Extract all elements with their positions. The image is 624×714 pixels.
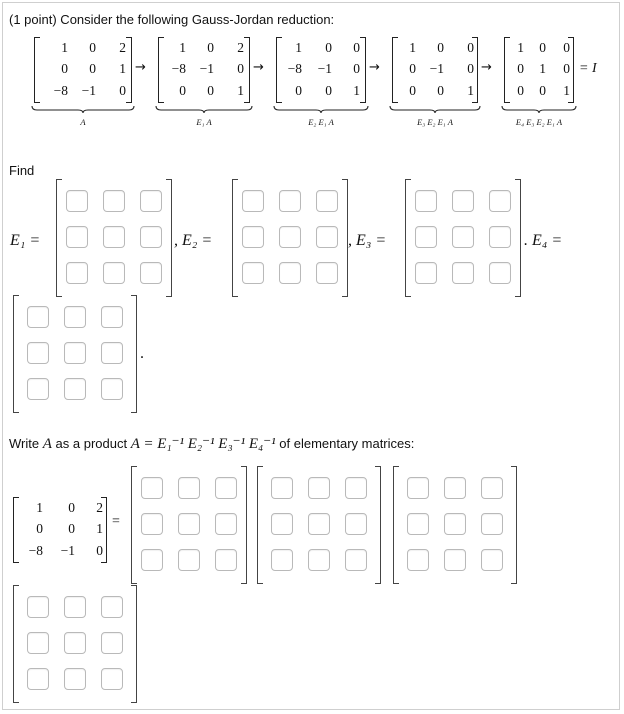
matrix-entry: 1 [96,521,103,536]
answer-input[interactable] [64,378,86,400]
answer-input[interactable] [178,477,200,499]
underbrace [389,105,481,114]
arrow-icon: → [135,60,146,75]
answer-input[interactable] [444,477,466,499]
find-label: Find [9,163,35,178]
answer-input[interactable] [103,226,125,248]
step-label: E₂ E₁ A [308,117,334,127]
matrix-entry: −8 [28,543,43,558]
matrix-entry: 0 [517,83,524,98]
matrix-entry: 1 [467,83,474,98]
matrix-entry: 0 [325,40,332,55]
answer-input[interactable] [452,262,474,284]
e4-period: . [140,345,144,362]
underbrace [155,105,253,114]
matrix-entry: 2 [96,500,103,515]
left-bracket [13,585,19,703]
e3-label: , E₃ = [348,232,387,249]
answer-input[interactable] [103,190,125,212]
answer-input[interactable] [481,477,503,499]
matrix-entry: 1 [119,61,126,76]
answer-input[interactable] [140,262,162,284]
answer-input[interactable] [27,306,49,328]
matrix-entry: 0 [437,40,444,55]
matrix-entry: −8 [53,83,68,98]
underbrace [273,105,369,114]
answer-input[interactable] [141,513,163,535]
matrix-entry: 0 [61,61,68,76]
inverse4-input-grid [13,585,137,703]
answer-input[interactable] [271,477,293,499]
matrix-entry: 0 [207,40,214,55]
answer-input[interactable] [242,262,264,284]
step-label: E₄ E₃ E₂ E₁ A [515,117,563,127]
right-bracket [166,179,172,297]
matrix-entry: 2 [237,40,244,55]
e4-input-grid [13,295,137,413]
right-bracket [375,466,381,584]
matrix-entry: −1 [81,83,96,98]
left-bracket [257,466,263,584]
answer-input[interactable] [64,668,86,690]
matrix-a [13,497,107,563]
matrix-entry: 1 [563,83,570,98]
answer-input[interactable] [452,190,474,212]
answer-input[interactable] [407,513,429,535]
e3-input-grid [405,179,521,297]
answer-input[interactable] [140,190,162,212]
answer-input[interactable] [316,262,338,284]
matrix-entry: 1 [409,40,416,55]
answer-input[interactable] [316,190,338,212]
answer-input[interactable] [101,632,123,654]
answer-input[interactable] [308,513,330,535]
inverse2-input-grid [257,466,381,584]
matrix-entry: 1 [237,83,244,98]
matrix-entry: 0 [325,83,332,98]
answer-input[interactable] [66,262,88,284]
answer-input[interactable] [444,549,466,571]
matrix-entry: 0 [539,83,546,98]
matrix-entry: 0 [409,61,416,76]
matrix-entry: −8 [287,61,302,76]
matrix-entry: 0 [36,521,43,536]
answer-input[interactable] [308,477,330,499]
product-equation: A = E₁⁻¹ E₂⁻¹ E₃⁻¹ E₄⁻¹ [130,436,276,452]
answer-input[interactable] [101,306,123,328]
answer-input[interactable] [101,342,123,364]
matrix-entry: 0 [89,40,96,55]
identity-result: = I [579,61,597,76]
e1-input-grid [56,179,172,297]
product-sentence [9,434,414,453]
answer-input[interactable] [242,226,264,248]
answer-input[interactable] [279,262,301,284]
answer-input[interactable] [489,226,511,248]
step-label: E₃ E₂ E₁ A [417,117,453,127]
left-bracket [56,179,62,297]
answer-input[interactable] [27,668,49,690]
matrix-entry: 0 [237,61,244,76]
matrix-entry: −1 [317,61,332,76]
right-bracket [511,466,517,584]
answer-input[interactable] [64,342,86,364]
answer-input[interactable] [271,549,293,571]
right-bracket [131,295,137,413]
matrix-entry: 0 [295,83,302,98]
left-bracket [405,179,411,297]
answer-input[interactable] [271,513,293,535]
problem-intro: (1 point) Consider the following Gauss-Jordan reduction: [9,12,335,27]
matrix-entry: 1 [353,83,360,98]
answer-input[interactable] [316,226,338,248]
answer-input[interactable] [64,596,86,618]
answer-input[interactable] [66,226,88,248]
answer-input[interactable] [489,262,511,284]
answer-input[interactable] [66,190,88,212]
answer-input[interactable] [407,477,429,499]
matrix-entry: 0 [68,521,75,536]
answer-input[interactable] [415,190,437,212]
answer-input[interactable] [415,226,437,248]
answer-input[interactable] [345,513,367,535]
answer-input[interactable] [345,549,367,571]
left-bracket [232,179,238,297]
answer-input[interactable] [27,342,49,364]
matrix-entry: 0 [563,40,570,55]
answer-input[interactable] [215,513,237,535]
arrow-icon: → [253,60,264,75]
matrix-entry: −1 [60,543,75,558]
left-bracket [131,466,137,584]
matrix-entry: 0 [437,83,444,98]
step-label: A [80,117,86,127]
right-bracket [360,37,366,103]
reduction-matrix-1 [34,37,132,103]
answer-input[interactable] [27,596,49,618]
step-label: E₁ A [196,117,212,127]
left-bracket [34,37,40,103]
matrix-entry: 0 [353,61,360,76]
matrix-entry: 0 [353,40,360,55]
underbrace [31,105,135,114]
answer-input[interactable] [101,378,123,400]
answer-input[interactable] [345,477,367,499]
right-bracket [244,37,250,103]
answer-input[interactable] [452,226,474,248]
matrix-entry: 0 [207,83,214,98]
inverse3-input-grid [393,466,517,584]
product-text-before: Write [9,436,40,451]
answer-input[interactable] [141,549,163,571]
product-text-mid: as a product [55,436,128,451]
answer-input[interactable] [415,262,437,284]
answer-input[interactable] [178,513,200,535]
answer-input[interactable] [407,549,429,571]
e2-input-grid [232,179,348,297]
left-bracket [393,466,399,584]
right-bracket [126,37,132,103]
matrix-entry: 0 [467,40,474,55]
matrix-entry: 1 [295,40,302,55]
answer-input[interactable] [140,226,162,248]
product-equals: = [112,514,120,529]
answer-input[interactable] [178,549,200,571]
answer-input[interactable] [279,226,301,248]
right-bracket [241,466,247,584]
product-text-after: of elementary matrices: [279,436,415,451]
answer-input[interactable] [27,632,49,654]
answer-input[interactable] [103,262,125,284]
right-bracket [515,179,521,297]
e2-label: , E₂ = [174,232,213,249]
matrix-entry: 0 [68,500,75,515]
arrow-icon: → [481,60,492,75]
answer-input[interactable] [101,596,123,618]
e1-label: E₁ = [10,232,41,249]
arrow-icon: → [369,60,380,75]
matrix-entry: 0 [119,83,126,98]
answer-input[interactable] [27,378,49,400]
answer-input[interactable] [489,190,511,212]
answer-input[interactable] [481,513,503,535]
product-text-a: A [42,436,52,452]
matrix-entry: 0 [467,61,474,76]
answer-input[interactable] [64,632,86,654]
matrix-entry: 1 [36,500,43,515]
answer-input[interactable] [308,549,330,571]
reduction-matrix-5 [504,37,574,103]
matrix-entry: 0 [563,61,570,76]
right-bracket [342,179,348,297]
matrix-entry: 0 [89,61,96,76]
matrix-entry: 1 [517,40,524,55]
matrix-entry: −1 [199,61,214,76]
answer-input[interactable] [215,549,237,571]
answer-input[interactable] [481,549,503,571]
answer-input[interactable] [279,190,301,212]
matrix-entry: 1 [61,40,68,55]
reduction-matrix-4 [392,37,478,103]
matrix-entry: 0 [96,543,103,558]
reduction-matrix-2 [158,37,250,103]
answer-input[interactable] [242,190,264,212]
matrix-entry: 0 [409,83,416,98]
matrix-entry: −8 [171,61,186,76]
answer-input[interactable] [141,477,163,499]
matrix-entry: 1 [539,61,546,76]
answer-input[interactable] [444,513,466,535]
right-bracket [131,585,137,703]
e4-label: . E₄ = [524,232,563,249]
answer-input[interactable] [215,477,237,499]
underbrace [501,105,577,114]
inverse1-input-grid [131,466,247,584]
matrix-entry: 0 [539,40,546,55]
reduction-matrix-3 [276,37,366,103]
matrix-entry: 2 [119,40,126,55]
matrix-entry: 0 [179,83,186,98]
answer-input[interactable] [64,306,86,328]
matrix-entry: 0 [517,61,524,76]
matrix-entry: 1 [179,40,186,55]
answer-input[interactable] [101,668,123,690]
left-bracket [13,295,19,413]
matrix-entry: −1 [429,61,444,76]
